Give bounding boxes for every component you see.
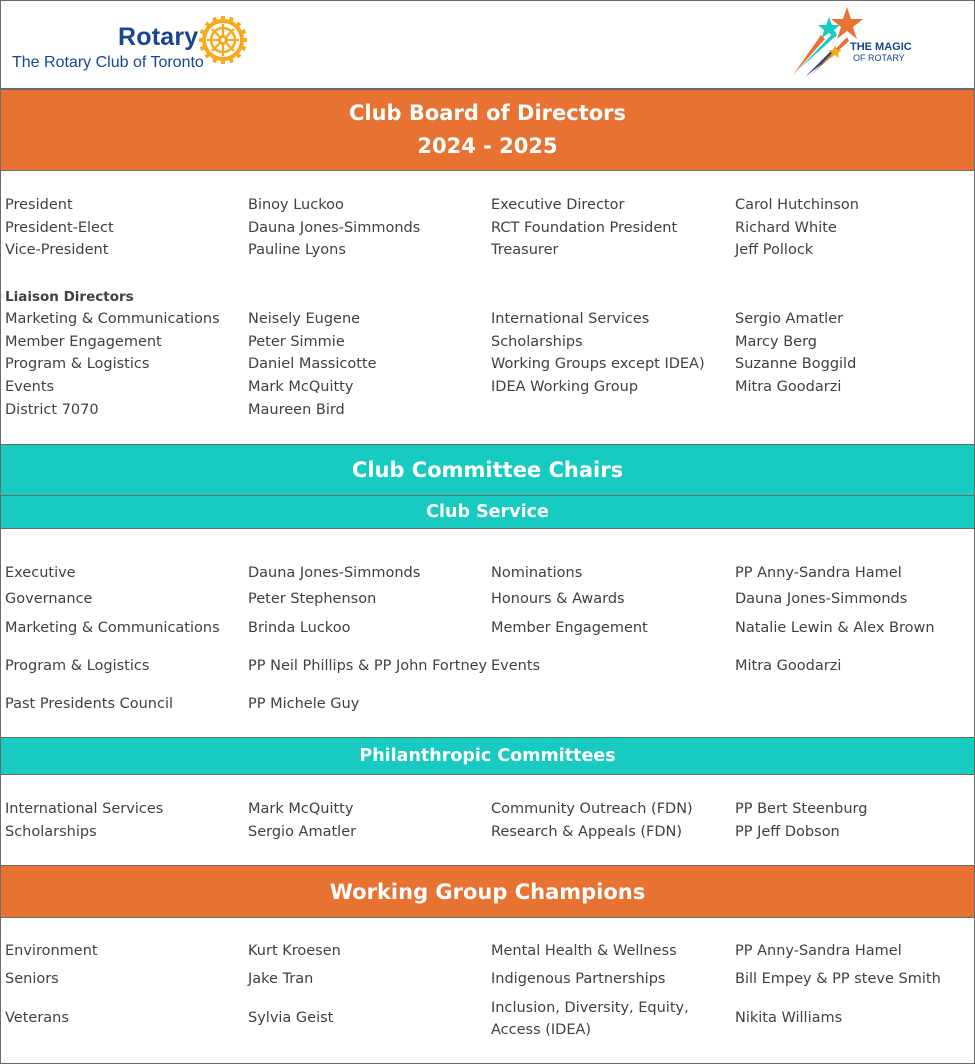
table-cell: PP Bert Steenburg (735, 801, 868, 817)
table-cell: Events (491, 658, 541, 674)
table-cell: Richard White (735, 220, 837, 236)
table-cell: Executive (5, 565, 76, 581)
table-cell: Marketing & Communications (5, 620, 220, 636)
committee-chairs-title: Club Committee Chairs (351, 458, 624, 482)
table-cell: Scholarships (491, 334, 583, 350)
table-cell: Seniors (5, 971, 59, 987)
table-cell: President-Elect (5, 220, 114, 236)
table-cell: Working Groups except IDEA) (491, 356, 705, 372)
table-cell: Community Outreach (FDN) (491, 801, 693, 817)
table-cell: Peter Simmie (248, 334, 345, 350)
page-header (1, 1, 974, 89)
table-cell: Maureen Bird (248, 402, 345, 418)
table-cell: PP Jeff Dobson (735, 824, 840, 840)
table-cell: Member Engagement (491, 620, 648, 636)
board-banner (1, 89, 974, 171)
table-cell: Neisely Eugene (248, 311, 361, 327)
table-cell: President (5, 197, 73, 213)
table-cell: Events (5, 379, 55, 395)
table-cell: Bill Empey & PP steve Smith (735, 971, 941, 987)
board-title: Club Board of Directors (348, 101, 627, 125)
table-cell: Sergio Amatler (735, 311, 844, 327)
table-cell: Mental Health & Wellness (491, 943, 677, 959)
table-cell: Nikita Williams (735, 1010, 843, 1026)
table-cell: PP Neil Phillips & PP John Fortney (248, 658, 488, 674)
table-cell: PP Michele Guy (248, 696, 360, 712)
philanthropic-banner (1, 737, 974, 775)
table-cell: Research & Appeals (FDN) (491, 824, 683, 840)
table-cell: PP Anny-Sandra Hamel (735, 943, 902, 959)
table-cell: Treasurer (491, 242, 559, 258)
table-cell: Mitra Goodarzi (735, 379, 842, 395)
table-cell: District 7070 (5, 402, 99, 418)
philanthropic-title: Philanthropic Committees (359, 746, 616, 766)
rotary-wheel-icon (198, 15, 248, 65)
table-cell: Past Presidents Council (5, 696, 174, 712)
table-cell: Binoy Luckoo (248, 197, 344, 213)
table-cell: International Services (5, 801, 164, 817)
table-cell: RCT Foundation President (491, 220, 678, 236)
magic-of-rotary-line2: OF ROTARY (853, 53, 905, 63)
table-cell: Mark McQuitty (248, 801, 354, 817)
club-service-title: Club Service (426, 502, 549, 522)
table-cell: Dauna Jones-Simmonds (248, 220, 421, 236)
table-cell: Jake Tran (248, 971, 314, 987)
working-groups-title: Working Group Champions (329, 879, 646, 904)
table-cell: International Services (491, 311, 650, 327)
table-cell: Member Engagement (5, 334, 162, 350)
table-cell: Nominations (491, 565, 583, 581)
committee-chairs-banner (1, 444, 974, 496)
table-cell: IDEA Working Group (491, 379, 639, 395)
table-cell: Carol Hutchinson (735, 197, 859, 213)
board-year: 2024 - 2025 (417, 134, 558, 158)
table-cell: Veterans (5, 1010, 69, 1026)
table-cell: PP Anny-Sandra Hamel (735, 565, 902, 581)
table-cell: Dauna Jones-Simmonds (248, 565, 421, 581)
table-cell: Vice-President (5, 242, 109, 258)
table-cell: Program & Logistics (5, 658, 150, 674)
table-cell: Sergio Amatler (248, 824, 357, 840)
working-groups-banner (1, 865, 974, 918)
table-cell: Jeff Pollock (735, 242, 814, 258)
table-cell: Natalie Lewin & Alex Brown (735, 620, 935, 636)
table-cell: Kurt Kroesen (248, 943, 341, 959)
table-cell: Scholarships (5, 824, 97, 840)
table-cell: Environment (5, 943, 98, 959)
table-cell: Executive Director (491, 197, 625, 213)
table-cell: Mark McQuitty (248, 379, 354, 395)
table-cell: Mitra Goodarzi (735, 658, 842, 674)
table-cell: Inclusion, Diversity, Equity, Access (IDEA) (491, 1000, 689, 1038)
table-cell: Program & Logistics (5, 356, 150, 372)
table-cell: Brinda Luckoo (248, 620, 351, 636)
table-cell: Marcy Berg (735, 334, 817, 350)
table-cell: Suzanne Boggild (735, 356, 857, 372)
club-service-banner (1, 495, 974, 529)
table-cell: Marketing & Communications (5, 311, 220, 327)
table-cell: Governance (5, 591, 93, 607)
table-cell: Peter Stephenson (248, 591, 377, 607)
table-cell: Pauline Lyons (248, 242, 346, 258)
liaison-heading: Liaison Directors (5, 289, 134, 305)
magic-of-rotary-line1: THE MAGIC (850, 41, 912, 53)
table-cell: Sylvia Geist (248, 1010, 334, 1026)
table-cell: Daniel Massicotte (248, 356, 377, 372)
table-cell: Dauna Jones-Simmonds (735, 591, 908, 607)
rotary-wordmark: Rotary (118, 23, 199, 51)
table-cell: Honours & Awards (491, 591, 625, 607)
club-name: The Rotary Club of Toronto (12, 54, 204, 71)
table-cell: Indigenous Partnerships (491, 971, 666, 987)
